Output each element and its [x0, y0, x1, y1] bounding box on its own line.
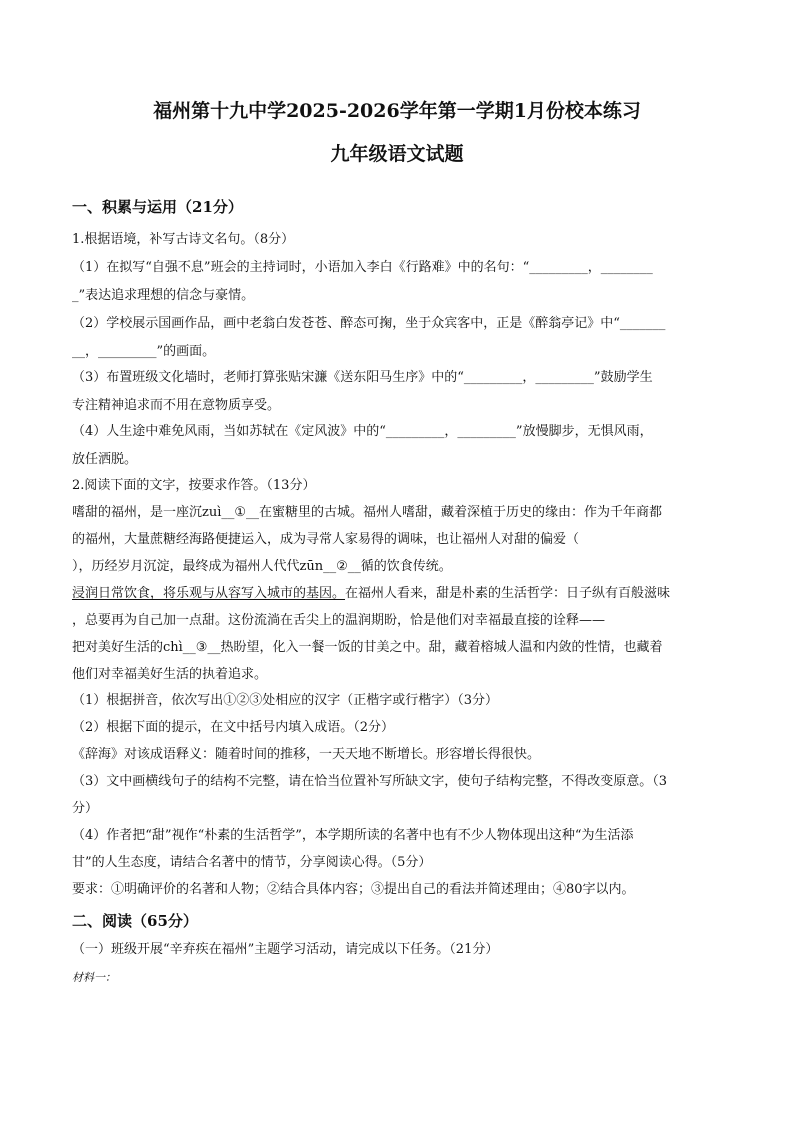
passage-line-1: 嗜甜的福州，是一座沉zuì__①__在蜜糖里的古城。福州人嗜甜，藏着深植于历史的缘由：作为千年商都: [72, 505, 663, 520]
document-subtitle: 九年级语文试题: [330, 143, 464, 165]
document-title: 福州第十九中学2025-2026学年第一学期1月份校本练习: [153, 100, 641, 122]
question-2-1: （1）根据拼音，依次写出①②③处相应的汉字（正楷字或行楷字）（3分）: [72, 693, 499, 708]
question-1-4-line-2: 放任洒脱。: [72, 452, 138, 467]
question-2-4-requirements: 要求：①明确评价的名著和人物；②结合具体内容；③提出自己的看法并简述理由；④80字以内。: [72, 882, 635, 897]
question-2-2: （2）根据下面的提示，在文中括号内填入成语。（2分）: [72, 720, 395, 735]
question-1-1-line-2: _”表达追求理想的信念与豪情。: [72, 288, 255, 303]
question-1-stem: 1.根据语境，补写古诗文名句。（8分）: [72, 232, 295, 247]
material-1-label: 材料一：: [72, 971, 116, 984]
underlined-sentence: 浸润日常饮食，将乐观与从容写入城市的基因。: [72, 586, 346, 601]
passage-line-3: ），历经岁月沉淀，最终成为福州人代代zūn__②__循的饮食传统。: [72, 559, 452, 574]
question-1-2-line-2: __，_________”的画面。: [72, 344, 216, 359]
section-heading-1: 一、积累与运用（21分）: [72, 198, 243, 216]
question-1-1-line-1: （1）在拟写“自强不息”班会的主持词时，小语加入李白《行路难》中的名句：“_________，________: [72, 260, 653, 275]
question-1-2-line-1: （2）学校展示国画作品，画中老翁白发苍苍、醉态可掬，坐于众宾客中，正是《醉翁亭记》中“_______: [72, 316, 666, 331]
question-2-3-line-1: （3）文中画横线句子的结构不完整，请在恰当位置补写所缺文字，使句子结构完整，不得改变原意。（3: [72, 774, 668, 789]
question-2-2-hint: 《辞海》对该成语释义：随着时间的推移，一天天地不断增长。形容增长得很快。: [72, 747, 541, 762]
question-1-4-line-1: （4）人生途中难免风雨，当如苏轼在《定风波》中的“_________，_________”放慢脚步，无惧风雨，: [72, 424, 653, 439]
question-1-3-line-2: 专注精神追求而不用在意物质享受。: [72, 398, 281, 413]
question-2-4-line-2: 甘”的人生态度，请结合名著中的情节，分享阅读心得。（5分）: [72, 855, 432, 870]
passage-line-4-rest: 在福州人看来，甜是朴素的生活哲学：日子纵有百般滋味: [345, 586, 671, 601]
reading-part-1-intro: （一）班级开展“辛弃疾在福州”主题学习活动，请完成以下任务。（21分）: [72, 942, 499, 957]
question-2-4-line-1: （4）作者把“甜”视作“朴素的生活哲学”，本学期所读的名著中也有不少人物体现出这种“为生活添: [72, 828, 634, 843]
passage-line-7: 他们对幸福美好生活的执着追求。: [72, 667, 268, 682]
passage-line-5: ，总要再为自己加一点甜。这份流淌在舌尖上的温润期盼，恰是他们对幸福最直接的诠释——: [72, 613, 606, 628]
passage-line-2: 的福州，大量蔗糖经海路便捷运入，成为寻常人家易得的调味，也让福州人对甜的偏爱（: [72, 532, 580, 547]
question-1-3-line-1: （3）布置班级文化墙时，老师打算张贴宋濂《送东阳马生序》中的“_________，_________”鼓励学生: [72, 370, 653, 385]
passage-line-4: [72, 584, 722, 604]
question-2-stem: 2.阅读下面的文字，按要求作答。（13分）: [72, 478, 316, 493]
passage-line-6: 把对美好生活的chì__③__热盼望，化入一餐一饭的甘美之中。甜，藏着榕城人温和内敛的性情，也藏着: [72, 640, 663, 655]
question-2-3-line-2: 分）: [72, 801, 99, 816]
section-heading-2: 二、阅读（65分）: [72, 912, 198, 930]
